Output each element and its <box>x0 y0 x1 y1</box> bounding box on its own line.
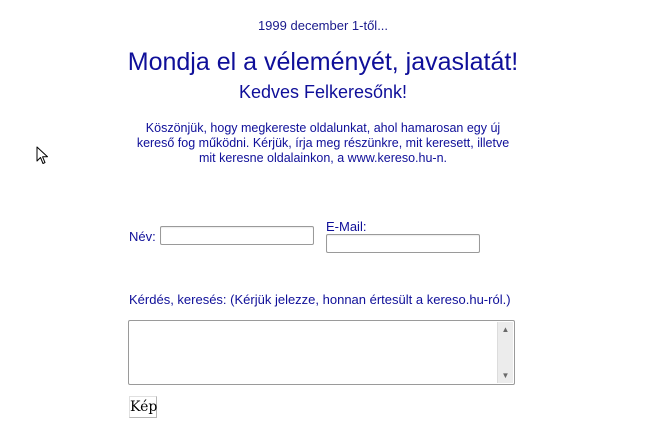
mouse-pointer-icon <box>36 146 50 166</box>
name-input[interactable] <box>160 226 314 245</box>
question-label: Kérdés, keresés: (Kérjük jelezze, honnan értesült a kereso.hu-ról.) <box>129 292 511 307</box>
email-label: E-Mail: <box>326 219 367 234</box>
intro-text: Köszönjük, hogy megkereste oldalunkat, ahol hamarosan egy új kereső fog működni. Kérjük, írja meg részünkre, mit keresett, illetve mit keresne oldalainkon, a www.kereso.hu-n. <box>136 121 510 165</box>
date-note: 1999 december 1-től... <box>257 18 389 33</box>
scroll-up-icon[interactable]: ▲ <box>501 325 510 334</box>
scroll-down-icon[interactable]: ▼ <box>501 371 510 380</box>
name-label: Név: <box>129 229 156 244</box>
email-input[interactable] <box>326 234 480 253</box>
question-textarea[interactable] <box>128 320 515 385</box>
page-title: Mondja el a véleményét, javaslatát! <box>127 48 519 76</box>
textarea-scrollbar[interactable] <box>497 322 513 383</box>
submit-image-button[interactable]: Kép <box>129 396 157 418</box>
greeting: Kedves Felkeresőnk! <box>238 82 408 102</box>
